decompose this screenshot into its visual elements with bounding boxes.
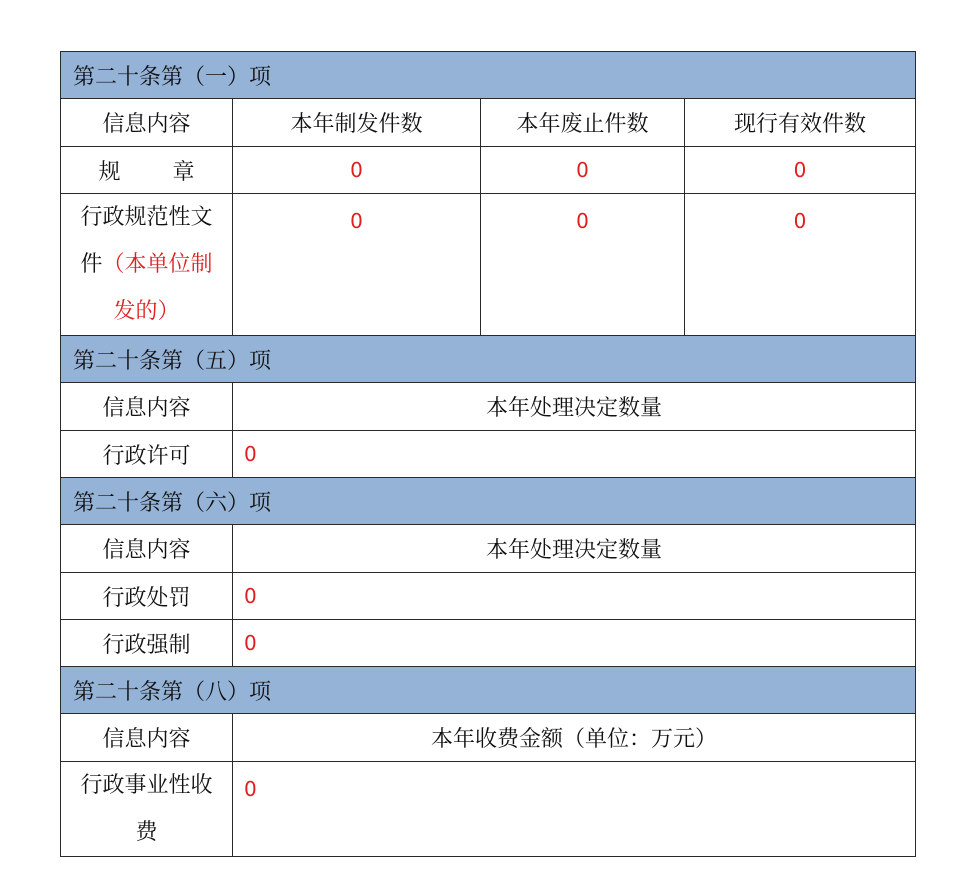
label-line: 费: [135, 820, 158, 845]
value-admin-fees: 0: [233, 762, 916, 857]
value-issued: 0: [233, 194, 481, 336]
header-valid-count: 现行有效件数: [685, 99, 916, 147]
row-label-licensing: 行政许可: [61, 431, 233, 478]
header-abolished-count: 本年废止件数: [481, 99, 685, 147]
label-part: 章: [172, 159, 195, 185]
section-title: 第二十条第（六）项: [61, 478, 916, 525]
row-label-penalty: 行政处罚: [61, 573, 233, 620]
value-abolished: 0: [481, 147, 685, 194]
row-label-normative-docs: [61, 194, 233, 336]
header-issued-count: 本年制发件数: [233, 99, 481, 147]
label-note: 发的）: [113, 299, 180, 324]
label-part: 规: [98, 159, 121, 185]
label-line: [61, 241, 232, 288]
label-line: 行政事业性收: [80, 773, 213, 798]
header-info-content: 信息内容: [61, 714, 233, 762]
value-licensing: 0: [233, 431, 916, 478]
value-valid: 0: [685, 147, 916, 194]
header-info-content: 信息内容: [61, 99, 233, 147]
label-line: 行政规范性文: [80, 205, 213, 230]
value-issued: 0: [233, 147, 481, 194]
row-label-admin-fees: [61, 762, 233, 857]
value-valid: 0: [685, 194, 916, 336]
disclosure-table: [60, 51, 916, 857]
header-decision-count: 本年处理决定数量: [233, 383, 916, 431]
header-info-content: 信息内容: [61, 383, 233, 431]
value-enforcement: 0: [233, 620, 916, 667]
label-note: （本单位制: [102, 252, 213, 277]
row-label-enforcement: 行政强制: [61, 620, 233, 667]
label-text: 件: [80, 252, 103, 277]
header-info-content: 信息内容: [61, 525, 233, 573]
section-title: 第二十条第（五）项: [61, 336, 916, 383]
value-abolished: 0: [481, 194, 685, 336]
header-fee-amount: 本年收费金额（单位：万元）: [233, 714, 916, 762]
header-decision-count: 本年处理决定数量: [233, 525, 916, 573]
section-title: 第二十条第（八）项: [61, 667, 916, 714]
value-penalty: 0: [233, 573, 916, 620]
row-label-regulations: [61, 147, 233, 194]
section-title: 第二十条第（一）项: [61, 52, 916, 99]
